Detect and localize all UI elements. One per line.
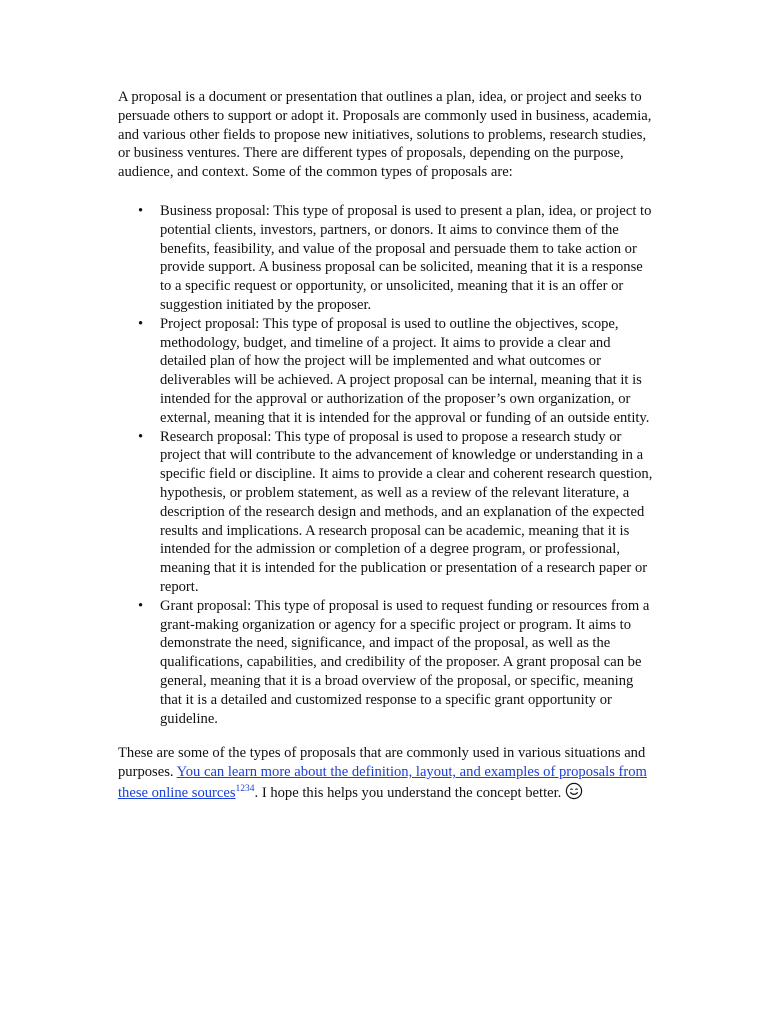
smiling-face-icon xyxy=(565,782,583,806)
reference-superscripts[interactable]: 1234 xyxy=(235,784,255,795)
list-item-text: Project proposal: This type of proposal is used to outline the objectives, scope, methodology, budget, and timeline of a project. It aims to provide a clear and detailed plan of how the project will be implemented and what outcomes or deliverables will be achieved. A project proposal can be internal, meaning that it is intended for the approval or authorization of the proposer’s own organization, or external, meaning that it is intended for the approval or funding of an outside entity. xyxy=(160,315,650,426)
list-item-text: Grant proposal: This type of proposal is used to request funding or resources from a grant-making organization or agency for a specific project or program. It aims to demonstrate the need, significance, and impact of the proposal, as well as the qualifications, capabilities, and credibility of the proposer. A grant proposal can be general, meaning that it is a broad overview of the proposal, or specific, meaning that it is a detailed and customized response to a specific grant opportunity or guideline. xyxy=(160,597,650,727)
sources-link[interactable]: You can learn more about the definition, layout, and examples of proposals from these online sources xyxy=(118,764,647,801)
document-body xyxy=(118,88,653,806)
list-item-text: Research proposal: This type of proposal is used to propose a research study or project that will contribute to the advancement of knowledge or understanding in a specific field or discipline. It aims to provide a clear and coherent research question, hypothesis, or problem statement, as well as a review of the relevant literature, a description of the research design and methods, and an explanation of the expected results and implications. A research proposal can be academic, meaning that it is intended for the admission or completion of a degree program, or professional, meaning that it is intended for the publication or presentation of a research paper or report. xyxy=(160,428,653,595)
bullet-icon: • xyxy=(138,428,144,445)
list-item-grant-proposal xyxy=(138,597,653,729)
proposal-types-list xyxy=(118,202,653,728)
bullet-icon: • xyxy=(138,202,144,219)
list-item-text: Business proposal: This type of proposal is used to present a plan, idea, or project to potential clients, investors, partners, or donors. It aims to convince them of the benefits, feasibility, and value of the proposal and persuade them to take action or provide support. A business proposal can be solicited, meaning that it is a response to a specific request or opportunity, or unsolicited, meaning that it is an offer or suggestion initiated by the proposer. xyxy=(160,202,652,313)
bullet-icon: • xyxy=(138,315,144,332)
list-item-research-proposal xyxy=(138,428,653,597)
intro-paragraph: A proposal is a document or presentation that outlines a plan, idea, or project and seeks to persuade others to support or adopt it. Proposals are commonly used in business, academia, and various other fields to propose new initiatives, solutions to problems, research studies, or business ventures. There are different types of proposals, depending on the purpose, audience, and context. Some of the common types of proposals are: xyxy=(118,89,652,181)
closing-text-end: . I hope this helps you understand the concept better. xyxy=(254,784,562,801)
closing-text: These are some of the types of proposals that are commonly used in various situations and purposes. xyxy=(118,745,646,781)
bullet-icon: • xyxy=(138,597,144,614)
list-item-business-proposal xyxy=(138,202,653,315)
list-item-project-proposal xyxy=(138,315,653,428)
closing-paragraph xyxy=(118,744,653,805)
